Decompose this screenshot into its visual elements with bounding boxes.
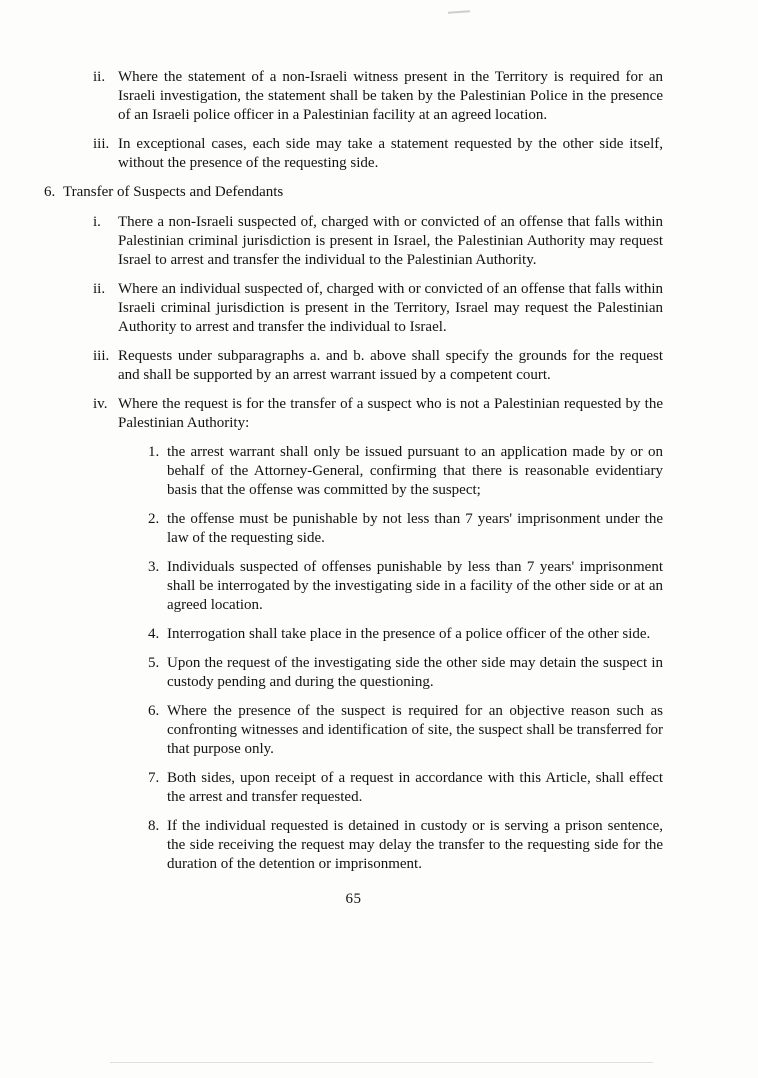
list-item-3 [148,558,663,615]
item-text: Where the statement of a non-Israeli witness present in the Territory is required for an Israeli investigation, the statement shall be taken by the Palestinian Police in the presence of an Israeli police officer in a Palestinian facility at an agreed location. [118,69,663,123]
list-item-5 [148,654,663,692]
scan-artifact-bottom [110,1062,653,1063]
item-label: iii. [93,348,110,364]
item-label: iv. [93,396,108,412]
item-text: Where an individual suspected of, charged with or convicted of an offense that falls within Israeli criminal jurisdiction is present in the Territory, Israel may request the Palestinian Authority to arrest and transfer the individual to Israel. [118,281,663,335]
section-heading [44,183,663,202]
item-label: 8. [148,818,160,834]
item-label: 1. [148,444,160,460]
item-text: Interrogation shall take place in the presence of a police officer of the other side. [167,626,651,642]
list-item-2 [148,510,663,548]
item-label: 2. [148,511,160,527]
list-item-intro-ii [93,68,663,125]
section-number: 6. [44,184,56,200]
item-text: If the individual requested is detained in custody or is serving a prison sentence, the side receiving the request may delay the transfer to the requesting side for the duration of the detention or imprisonment. [167,818,663,872]
item-text: Upon the request of the investigating side the other side may detain the suspect in custody pending and during the questioning. [167,655,663,690]
item-label: ii. [93,69,106,85]
list-item-i [93,213,663,270]
item-text: Individuals suspected of offenses punishable by less than 7 years' imprisonment shall be interrogated by the investigating side in a facility of the other side or at an agreed location. [167,559,663,613]
item-text: the arrest warrant shall only be issued pursuant to an application made by or on behalf of the Attorney-General, confirming that there is reasonable evidentiary basis that the offense was committed by the suspect; [167,444,663,498]
item-label: 4. [148,626,160,642]
page-number: 65 [345,891,362,907]
list-item-iii [93,347,663,385]
section-title: Transfer of Suspects and Defendants [63,184,284,200]
list-item-6 [148,702,663,759]
list-item-iv [93,395,663,433]
item-text: Requests under subparagraphs a. and b. above shall specify the grounds for the request and shall be supported by an arrest warrant issued by a competent court. [118,348,663,383]
item-text: Where the request is for the transfer of a suspect who is not a Palestinian requested by the Palestinian Authority: [118,396,663,431]
list-item-4 [148,625,663,644]
list-item-1 [148,443,663,500]
scan-artifact-top [448,10,470,14]
item-text: In exceptional cases, each side may take a statement requested by the other side itself, without the presence of the requesting side. [118,136,663,171]
item-label: 7. [148,770,160,786]
item-text: Where the presence of the suspect is required for an objective reason such as confronting witnesses and identification of site, the suspect shall be transferred for that purpose only. [167,703,663,757]
item-label: i. [93,214,101,230]
item-label: ii. [93,281,106,297]
list-item-intro-iii [93,135,663,173]
item-text: Both sides, upon receipt of a request in accordance with this Article, shall effect the arrest and transfer requested. [167,770,663,805]
list-item-8 [148,817,663,874]
item-label: iii. [93,136,110,152]
item-label: 5. [148,655,160,671]
item-text: the offense must be punishable by not less than 7 years' imprisonment under the law of the requesting side. [167,511,663,546]
list-item-ii [93,280,663,337]
item-text: There a non-Israeli suspected of, charged with or convicted of an offense that falls within Palestinian criminal jurisdiction is present in Israel, the Palestinian Authority may request Israel to arrest and transfer the individual to the Palestinian Authority. [118,214,663,268]
item-label: 3. [148,559,160,575]
item-label: 6. [148,703,160,719]
list-item-7 [148,769,663,807]
